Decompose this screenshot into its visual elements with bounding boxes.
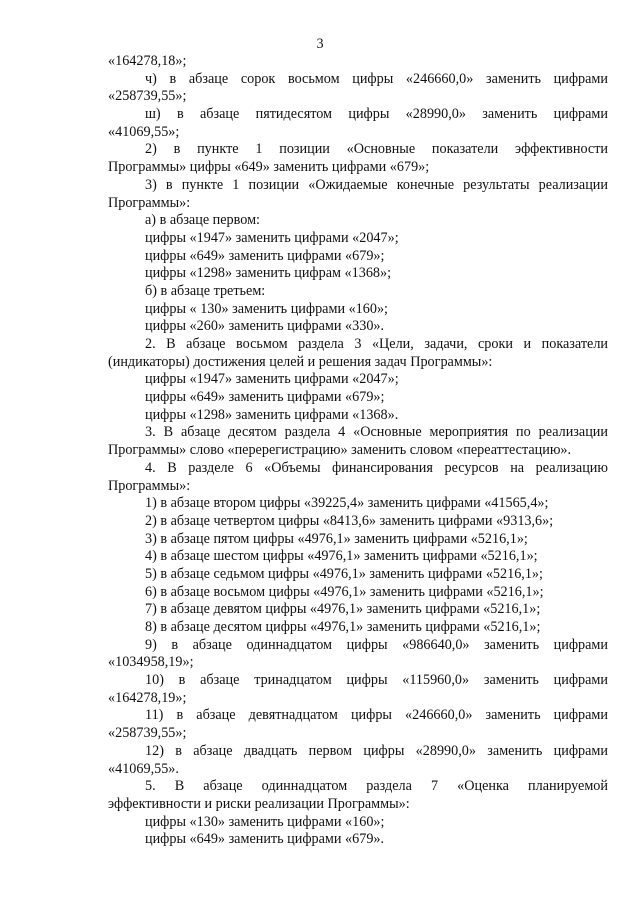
text-line: 4. В разделе 6 «Объемы финансирования ресурсов на реализацию xyxy=(145,459,608,476)
text-line: «1034958,19»; xyxy=(108,654,194,671)
text-line: 7) в абзаце девятом цифры «4976,1» заменить цифрами «5216,1»; xyxy=(145,601,541,618)
text-line: 2) в абзаце четвертом цифры «8413,6» заменить цифрами «9313,6»; xyxy=(145,512,554,529)
document-body xyxy=(108,53,608,849)
text-line: ч) в абзаце сорок восьмом цифры «246660,0» заменить цифрами xyxy=(145,70,608,87)
text-line: 3) в абзаце пятом цифры «4976,1» заменить цифрами «5216,1»; xyxy=(145,530,528,547)
text-line: цифры «649» заменить цифрами «679»; xyxy=(145,247,385,264)
text-line: б) в абзаце третьем: xyxy=(145,282,266,299)
text-line: Программы» цифры «649» заменить цифрами «679»; xyxy=(108,159,430,176)
text-line: цифры «1947» заменить цифрами «2047»; xyxy=(145,371,399,388)
text-line: 3. В абзаце десятом раздела 4 «Основные мероприятия по реализации xyxy=(145,424,608,441)
text-line: цифры «649» заменить цифрами «679»; xyxy=(145,389,385,406)
text-line: Программы» слово «перерегистрацию» заменить словом «переаттестацию». xyxy=(108,442,572,459)
text-line: 10) в абзаце тринадцатом цифры «115960,0» заменить цифрами xyxy=(145,672,608,689)
text-line: цифры «130» заменить цифрами «160»; xyxy=(145,813,385,830)
text-line: цифры «1298» заменить цифрам «1368»; xyxy=(145,265,392,282)
text-line: эффективности и риски реализации Программы»: xyxy=(108,795,410,812)
text-line: 3) в пункте 1 позиции «Ожидаемые конечные результаты реализации xyxy=(145,176,608,193)
text-line: «164278,19»; xyxy=(108,689,187,706)
text-line: 9) в абзаце одиннадцатом цифры «986640,0» заменить цифрами xyxy=(145,636,608,653)
text-line: 2) в пункте 1 позиции «Основные показатели эффективности xyxy=(145,141,608,158)
text-line: а) в абзаце первом: xyxy=(145,212,260,229)
text-line: 11) в абзаце девятнадцатом цифры «246660,0» заменить цифрами xyxy=(145,707,608,724)
text-line: цифры «649» заменить цифрами «679». xyxy=(145,831,385,848)
text-line: Программы»: xyxy=(108,477,191,494)
text-line: 6) в абзаце восьмом цифры «4976,1» заменить цифрами «5216,1»; xyxy=(145,583,544,600)
text-line: «41069,55». xyxy=(108,760,179,777)
text-line: 12) в абзаце двадцать первом цифры «28990,0» заменить цифрами xyxy=(145,742,608,759)
text-line: 2. В абзаце восьмом раздела 3 «Цели, задачи, сроки и показатели xyxy=(145,336,608,352)
page-number: 3 xyxy=(316,36,324,52)
text-line: «258739,55»; xyxy=(108,88,187,105)
text-line: 5. В абзаце одиннадцатом раздела 7 «Оценка планируемой xyxy=(145,778,608,795)
text-line: 4) в абзаце шестом цифры «4976,1» заменить цифрами «5216,1»; xyxy=(145,548,538,565)
text-line: 5) в абзаце седьмом цифры «4976,1» заменить цифрами «5216,1»; xyxy=(145,565,543,582)
text-line: «164278,18»; xyxy=(108,53,187,69)
text-line: «41069,55»; xyxy=(108,123,180,140)
text-line: Программы»: xyxy=(108,194,191,211)
text-line: (индикаторы) достижения целей и решения задач Программы»: xyxy=(108,353,493,370)
text-line: 8) в абзаце десятом цифры «4976,1» заменить цифрами «5216,1»; xyxy=(145,619,541,635)
text-line: цифры «1947» заменить цифрами «2047»; xyxy=(145,229,399,246)
text-line: ш) в абзаце пятидесятом цифры «28990,0» заменить цифрами xyxy=(145,106,608,123)
text-line: «258739,55»; xyxy=(108,725,187,742)
text-line: цифры «260» заменить цифрами «330». xyxy=(145,318,385,335)
text-line: цифры « 130» заменить цифрами «160»; xyxy=(145,300,388,317)
text-line: 1) в абзаце втором цифры «39225,4» заменить цифрами «41565,4»; xyxy=(145,495,549,512)
text-line: цифры «1298» заменить цифрами «1368». xyxy=(145,406,399,423)
